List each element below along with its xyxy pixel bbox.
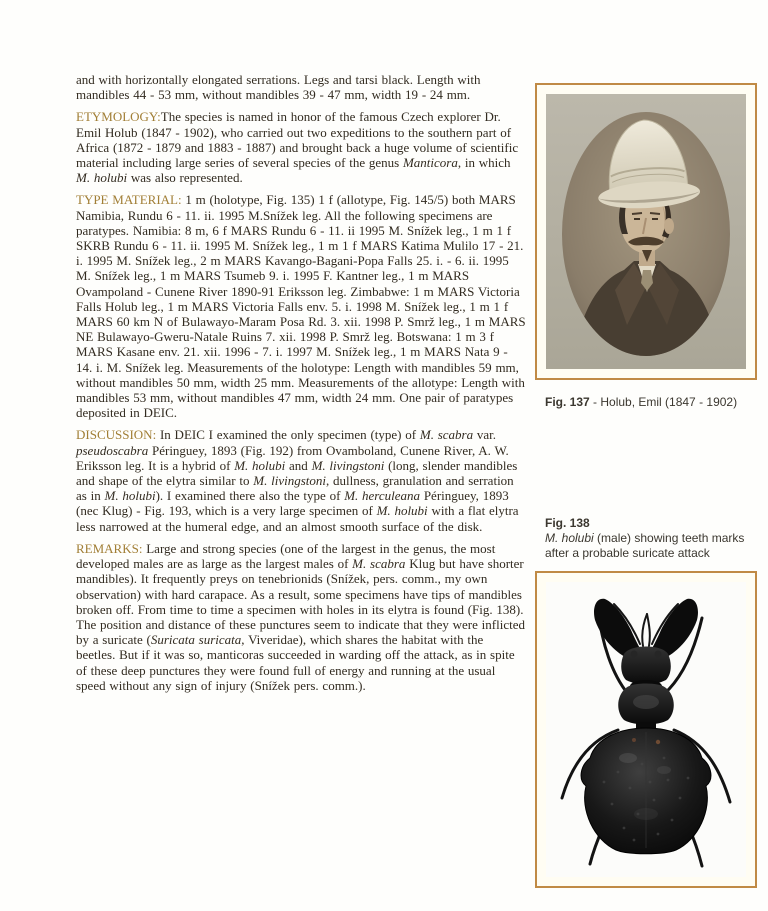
- text-run: var.: [473, 427, 497, 443]
- text-run: (long, slender mandibles and shape of the elytra similar to: [76, 457, 518, 489]
- italic-species-name: M. herculeana: [344, 488, 421, 504]
- portrait-photo: [546, 94, 746, 369]
- italic-species-name: M. holubi: [234, 457, 286, 473]
- teeth-mark-2: [632, 738, 636, 742]
- bold-text: Fig. 138: [545, 516, 590, 530]
- text-run: - Holub, Emil (1847 - 1902): [589, 395, 738, 409]
- text-run: with a flat elytra less narrowed at the humeral edge, and an almost smooth surface of the disk.: [76, 503, 519, 534]
- italic-species-name: M. scabra: [352, 556, 406, 572]
- text-run: and: [285, 457, 312, 473]
- italic-species-name: Manticora: [402, 155, 458, 171]
- section-label: ETYMOLOGY:: [76, 109, 161, 125]
- figure-137-frame: [535, 83, 757, 380]
- italic-species-name: M. holubi: [376, 503, 428, 519]
- text-run: The species is named in honor of the famous Czech explorer Dr. Emil Holub (1847 - 1902), who carried out two expeditions to the southern part of Africa (1872 - 1879 and 1883 - 1887) and brought back a huge volume of scientific material including large series of several species of the genus: [76, 109, 519, 171]
- text-run: Péringuey, 1893 (Fig. 192) from Ovamboland, Cunene River, A. W. Eriksson leg. It is a hybrid of: [76, 442, 509, 473]
- paragraph-remarks: [76, 541, 526, 693]
- figure-137-caption: [545, 395, 760, 410]
- section-label: REMARKS:: [76, 540, 143, 556]
- teeth-mark-1: [656, 740, 660, 744]
- palp-left: [642, 614, 647, 646]
- portrait-illustration: [546, 94, 746, 369]
- beetle-photo: [546, 582, 746, 877]
- eyebrow-left: [632, 213, 642, 214]
- italic-species-name: M. holubi: [104, 488, 156, 504]
- figure-138-frame: [535, 571, 757, 888]
- paragraph-discussion: [76, 427, 526, 533]
- italic-species-name: Suricata suricata: [150, 632, 242, 648]
- text-run: , dullness, granulation and serration as in: [76, 473, 514, 504]
- text-run: Large and strong species (one of the largest in the genus, the most developed males are as large as the largest males of: [76, 540, 496, 572]
- text-run: ). I examined there also the type of: [155, 488, 345, 504]
- italic-species-name: M. scabra: [419, 427, 474, 443]
- pronotum-highlight: [633, 695, 659, 709]
- text-run: Klug but have shorter mandibles). It frequently preys on tenebrionids (Snížek, pers. comm., my own observation) with hard carapace. As a result, some specimens have tips of mandibles broken off. From time to time a specimen with holes in its elytra is found (Fig. 138). The position and distance of these punctures seem to indicate that they were inflicted by a suricate (: [76, 556, 525, 648]
- figure-138-caption: [545, 516, 760, 561]
- figure-138-caption-line2: [545, 531, 760, 546]
- ear: [664, 218, 674, 234]
- italic-species-name: M. livingstoni: [253, 473, 327, 489]
- text-run: and with horizontally elongated serrations. Legs and tarsi black. Length with mandibles 44 - 53 mm, without mandibles 39 - 47 mm, width 19 - 24 mm.: [76, 72, 481, 103]
- text-run: , Viveridae), which shares the habitat with the beetles. But if it was so, manticoras succeeded in warding off the attack, as in spite of these deep punctures they were found full of energy and running at the usual speed without any sign of injury (Snížek pers. comm.).: [76, 632, 515, 693]
- text-run: Péringuey, 1893 (nec Klug) - Fig. 193, which is a very large specimen of: [76, 488, 509, 519]
- beetle-head: [621, 647, 671, 685]
- italic-species-name: M. holubi: [545, 531, 594, 545]
- elytra-glint-1: [619, 753, 637, 763]
- paragraph-description: [76, 72, 526, 102]
- text-run: was also represented.: [127, 170, 243, 186]
- head-bump-right: [655, 651, 662, 658]
- beetle-illustration: [546, 582, 746, 877]
- section-label: TYPE MATERIAL:: [76, 192, 182, 208]
- section-label: DISCUSSION:: [76, 427, 157, 443]
- eyebrow-right: [650, 213, 660, 214]
- head-bump-left: [631, 651, 638, 658]
- article-text: [76, 72, 526, 700]
- italic-species-name: M. holubi: [76, 170, 128, 186]
- paragraph-etymology: [76, 109, 526, 185]
- text-run: (male) showing teeth marks: [593, 531, 745, 545]
- text-run: after a probable suricate attack: [545, 546, 710, 560]
- palp-right: [647, 614, 650, 646]
- elytra-glint-3: [634, 808, 658, 820]
- text-run: 1 m (holotype, Fig. 135) 1 f (allotype, Fig. 145/5) both MARS Namibia, Rundu 6 - 11. ii. 1995 M.Snížek leg. All the following specimens are paratypes. Namibia: 8 m, 6 f MARS Rundu 6 - 11. ii 1995 M. Snížek leg., 1 m 1 f SKRB Rundu 6 - 11. ii. 1995 M. Snížek leg., 1 m 1 f MARS Katima Mulilo 17 - 21. i. 1995 M. Snížek leg., 2 m MARS Kavango-Bagani-Popa Falls 25. i. - 6. ii. 1995 M. Snížek leg., 1 m MARS Tsumeb 9. i. 1995 F. Kantner leg., 1 m MARS Ovampoland - Cunene River 1890-91 Eriksson leg. Zimbabwe: 1 m MARS Victoria Falls Holub leg., 1 m MARS Victoria Falls env. 5. i. 1998 M. Snížek leg., 1 m 1 f MARS 60 km N of Bulawayo-Maram Posa Rd. 3. xii. 1998 P. Smrž leg., 1 m MARS NE Bulawayo-Gweru-Natale Ruins 7. xii. 1998 P. Smrž leg. Botswana: 1 m 3 f MARS Kasane env. 21. xii. 1996 - 7. i. 1997 M. Snížek leg., 1 m MARS Nata 9 - 14. i. M. Snížek leg. Measurements of the holotype: Length with mandibles 59 mm, without mandibles 50 mm, width 25 mm. Measurements of the allotype: Length with mandibles 53 mm, without mandibles 47 mm, width 24 mm. One pair of paratypes deposited in DEIC.: [76, 192, 526, 421]
- text-run: In DEIC I examined the only specimen (type) of: [156, 427, 420, 443]
- paragraph-type-material: [76, 192, 526, 420]
- figure-138-caption-line1: [545, 516, 760, 531]
- italic-species-name: pseudoscabra: [76, 442, 149, 458]
- elytra-glint-2: [657, 766, 671, 774]
- text-run: , in which: [457, 155, 511, 171]
- italic-species-name: M. livingstoni: [311, 457, 385, 473]
- figure-138-caption-line3: [545, 546, 760, 561]
- bold-text: Fig. 137: [545, 395, 590, 409]
